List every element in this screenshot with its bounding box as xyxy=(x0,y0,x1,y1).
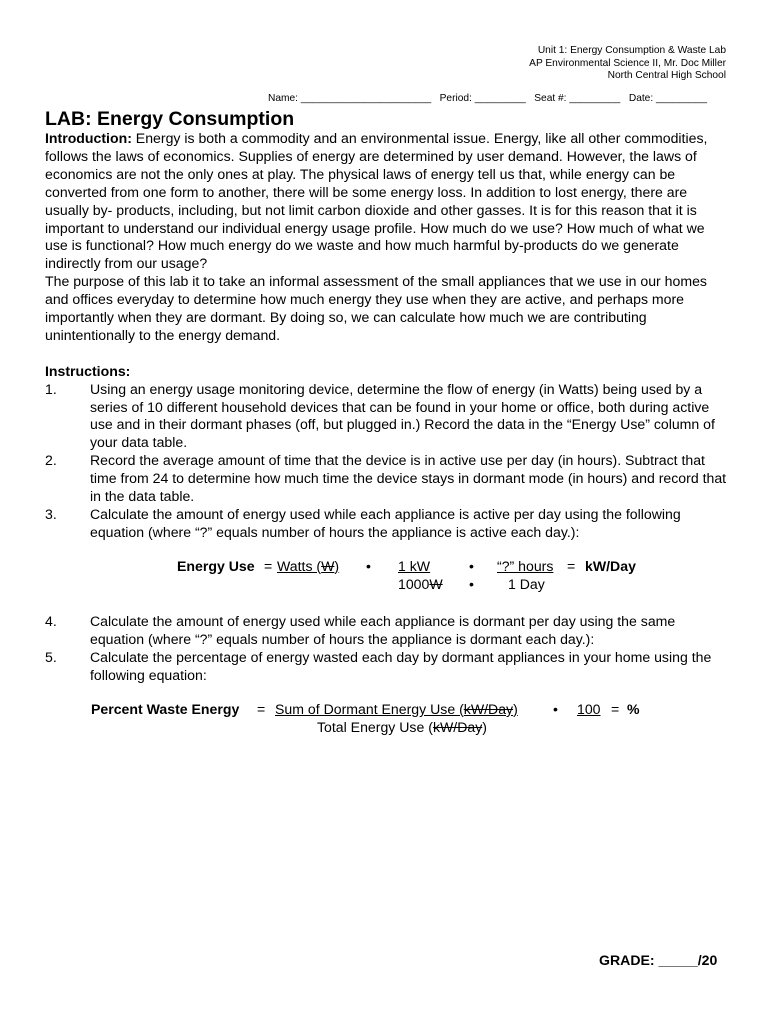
instruction-number: 3. xyxy=(45,506,57,523)
multiply-bullet: • xyxy=(366,558,371,574)
instruction-text: Using an energy usage monitoring device, determine the flow of energy (in Watts) being used by a series of 10 different household devices that can be found in your home or office, both during active use and in their dormant phases (off, but plugged in.) Record the data in the “Energy Use” column of your data table. xyxy=(90,380,715,451)
watts-term xyxy=(277,558,339,574)
total-energy-denominator xyxy=(317,719,487,735)
instruction-item-1 xyxy=(45,381,729,453)
denominator-text: Total Energy Use ( xyxy=(317,719,433,735)
instruction-text: Calculate the amount of energy used while each appliance is active per day using the following equation (where “?” equals number of hours the appliance is active each day.): xyxy=(90,506,681,540)
grade-field: GRADE: _____/20 xyxy=(599,952,718,968)
instruction-text: Calculate the percentage of energy wasted each day by dormant appliances in your home using the following equation: xyxy=(90,648,712,683)
denominator-unit-cancelled: W xyxy=(429,576,443,592)
multiply-bullet: • xyxy=(553,701,558,717)
equals-sign: = xyxy=(264,558,273,574)
equals-sign: = xyxy=(567,558,576,574)
equals-sign: = xyxy=(257,701,266,717)
percent-result: % xyxy=(627,701,640,717)
document-body xyxy=(45,130,729,684)
introduction-label: Introduction: xyxy=(45,130,132,146)
instruction-item-3 xyxy=(45,506,729,542)
denominator-number: 1000 xyxy=(398,576,430,592)
hundred-term: 100 xyxy=(577,701,601,717)
page-title: LAB: Energy Consumption xyxy=(45,108,295,130)
student-info-line: Name: _______________________ Period: _________ Seat #: _________ Date: _________ xyxy=(268,93,708,104)
denominator-unit-cancelled: kW/Day xyxy=(432,719,483,735)
spacer xyxy=(45,345,729,363)
header-school: North Central High School xyxy=(607,70,726,81)
kw-numerator: 1 kW xyxy=(398,558,431,574)
dormant-sum-numerator xyxy=(275,701,530,717)
instructions-label: Instructions: xyxy=(45,362,131,379)
instruction-text: Record the average amount of time that the device is in active use per day (in hours). Subtract that time from 24 to determine how much time the device stays in dormant mode (in hours) and record that in the data table. xyxy=(90,452,727,505)
instruction-number: 2. xyxy=(45,452,57,469)
instruction-number: 1. xyxy=(45,380,57,397)
header-course: AP Environmental Science II, Mr. Doc Miller xyxy=(529,57,726,69)
watts-text: Watts ( xyxy=(277,558,322,574)
denominator-1000w xyxy=(398,576,443,592)
header-block xyxy=(529,45,726,83)
equals-sign: = xyxy=(611,701,620,717)
instruction-item-2 xyxy=(45,452,729,506)
equation-spacer xyxy=(45,542,729,613)
header-unit: Unit 1: Energy Consumption & Waste Lab xyxy=(537,45,726,56)
kw-per-day-result: kW/Day xyxy=(585,558,636,574)
introduction-text: Energy is both a commodity and an environmental issue. Energy, like all other commodities, follows the laws of economics. Supplies of energy are determined by user demand. However, the laws of economics are not the only ones at play. The physical laws of energy tell us that, while energy can be converted from one form to another, there will be some energy loss. In addition to lost energy, there are usually by- products, including, but not limit carbon dioxide and other gasses. It is for this reason that it is important to understand our individual energy usage profile. How much do we use? How much of what we use is functional? How much energy do we waste and how much harmful by-products do we generate indirectly from our usage? xyxy=(45,130,708,272)
multiply-bullet: • xyxy=(469,576,474,592)
numerator-text: Sum of Dormant Energy Use ( xyxy=(275,701,464,717)
purpose-paragraph: The purpose of this lab it to take an informal assessment of the small appliances that we use in our homes and offices everyday to determine how much energy they use when they are active, and perhaps more importantly when they are dormant. By doing so, we can calculate how much we are contributing unintentionally to the energy demand. xyxy=(45,273,707,343)
instruction-number: 5. xyxy=(45,648,57,665)
numerator-close: ) xyxy=(513,701,518,717)
percent-waste-label: Percent Waste Energy xyxy=(91,701,240,717)
introduction-paragraph xyxy=(45,130,729,273)
instruction-item-4 xyxy=(45,613,729,649)
hours-numerator: “?” hours xyxy=(497,558,554,574)
watts-unit-cancelled: W xyxy=(321,558,335,574)
energy-use-label: Energy Use xyxy=(177,558,255,574)
instruction-item-5 xyxy=(45,649,729,685)
multiply-bullet: • xyxy=(469,558,474,574)
denominator-close: ) xyxy=(482,719,487,735)
instruction-number: 4. xyxy=(45,612,57,629)
numerator-unit-cancelled: kW/Day xyxy=(463,701,514,717)
denominator-day: 1 Day xyxy=(508,576,545,592)
instruction-text: Calculate the amount of energy used while each appliance is dormant per day using the same equation (where “?” equals number of hours the appliance is dormant each day.): xyxy=(90,612,676,647)
watts-close: ) xyxy=(334,558,340,574)
